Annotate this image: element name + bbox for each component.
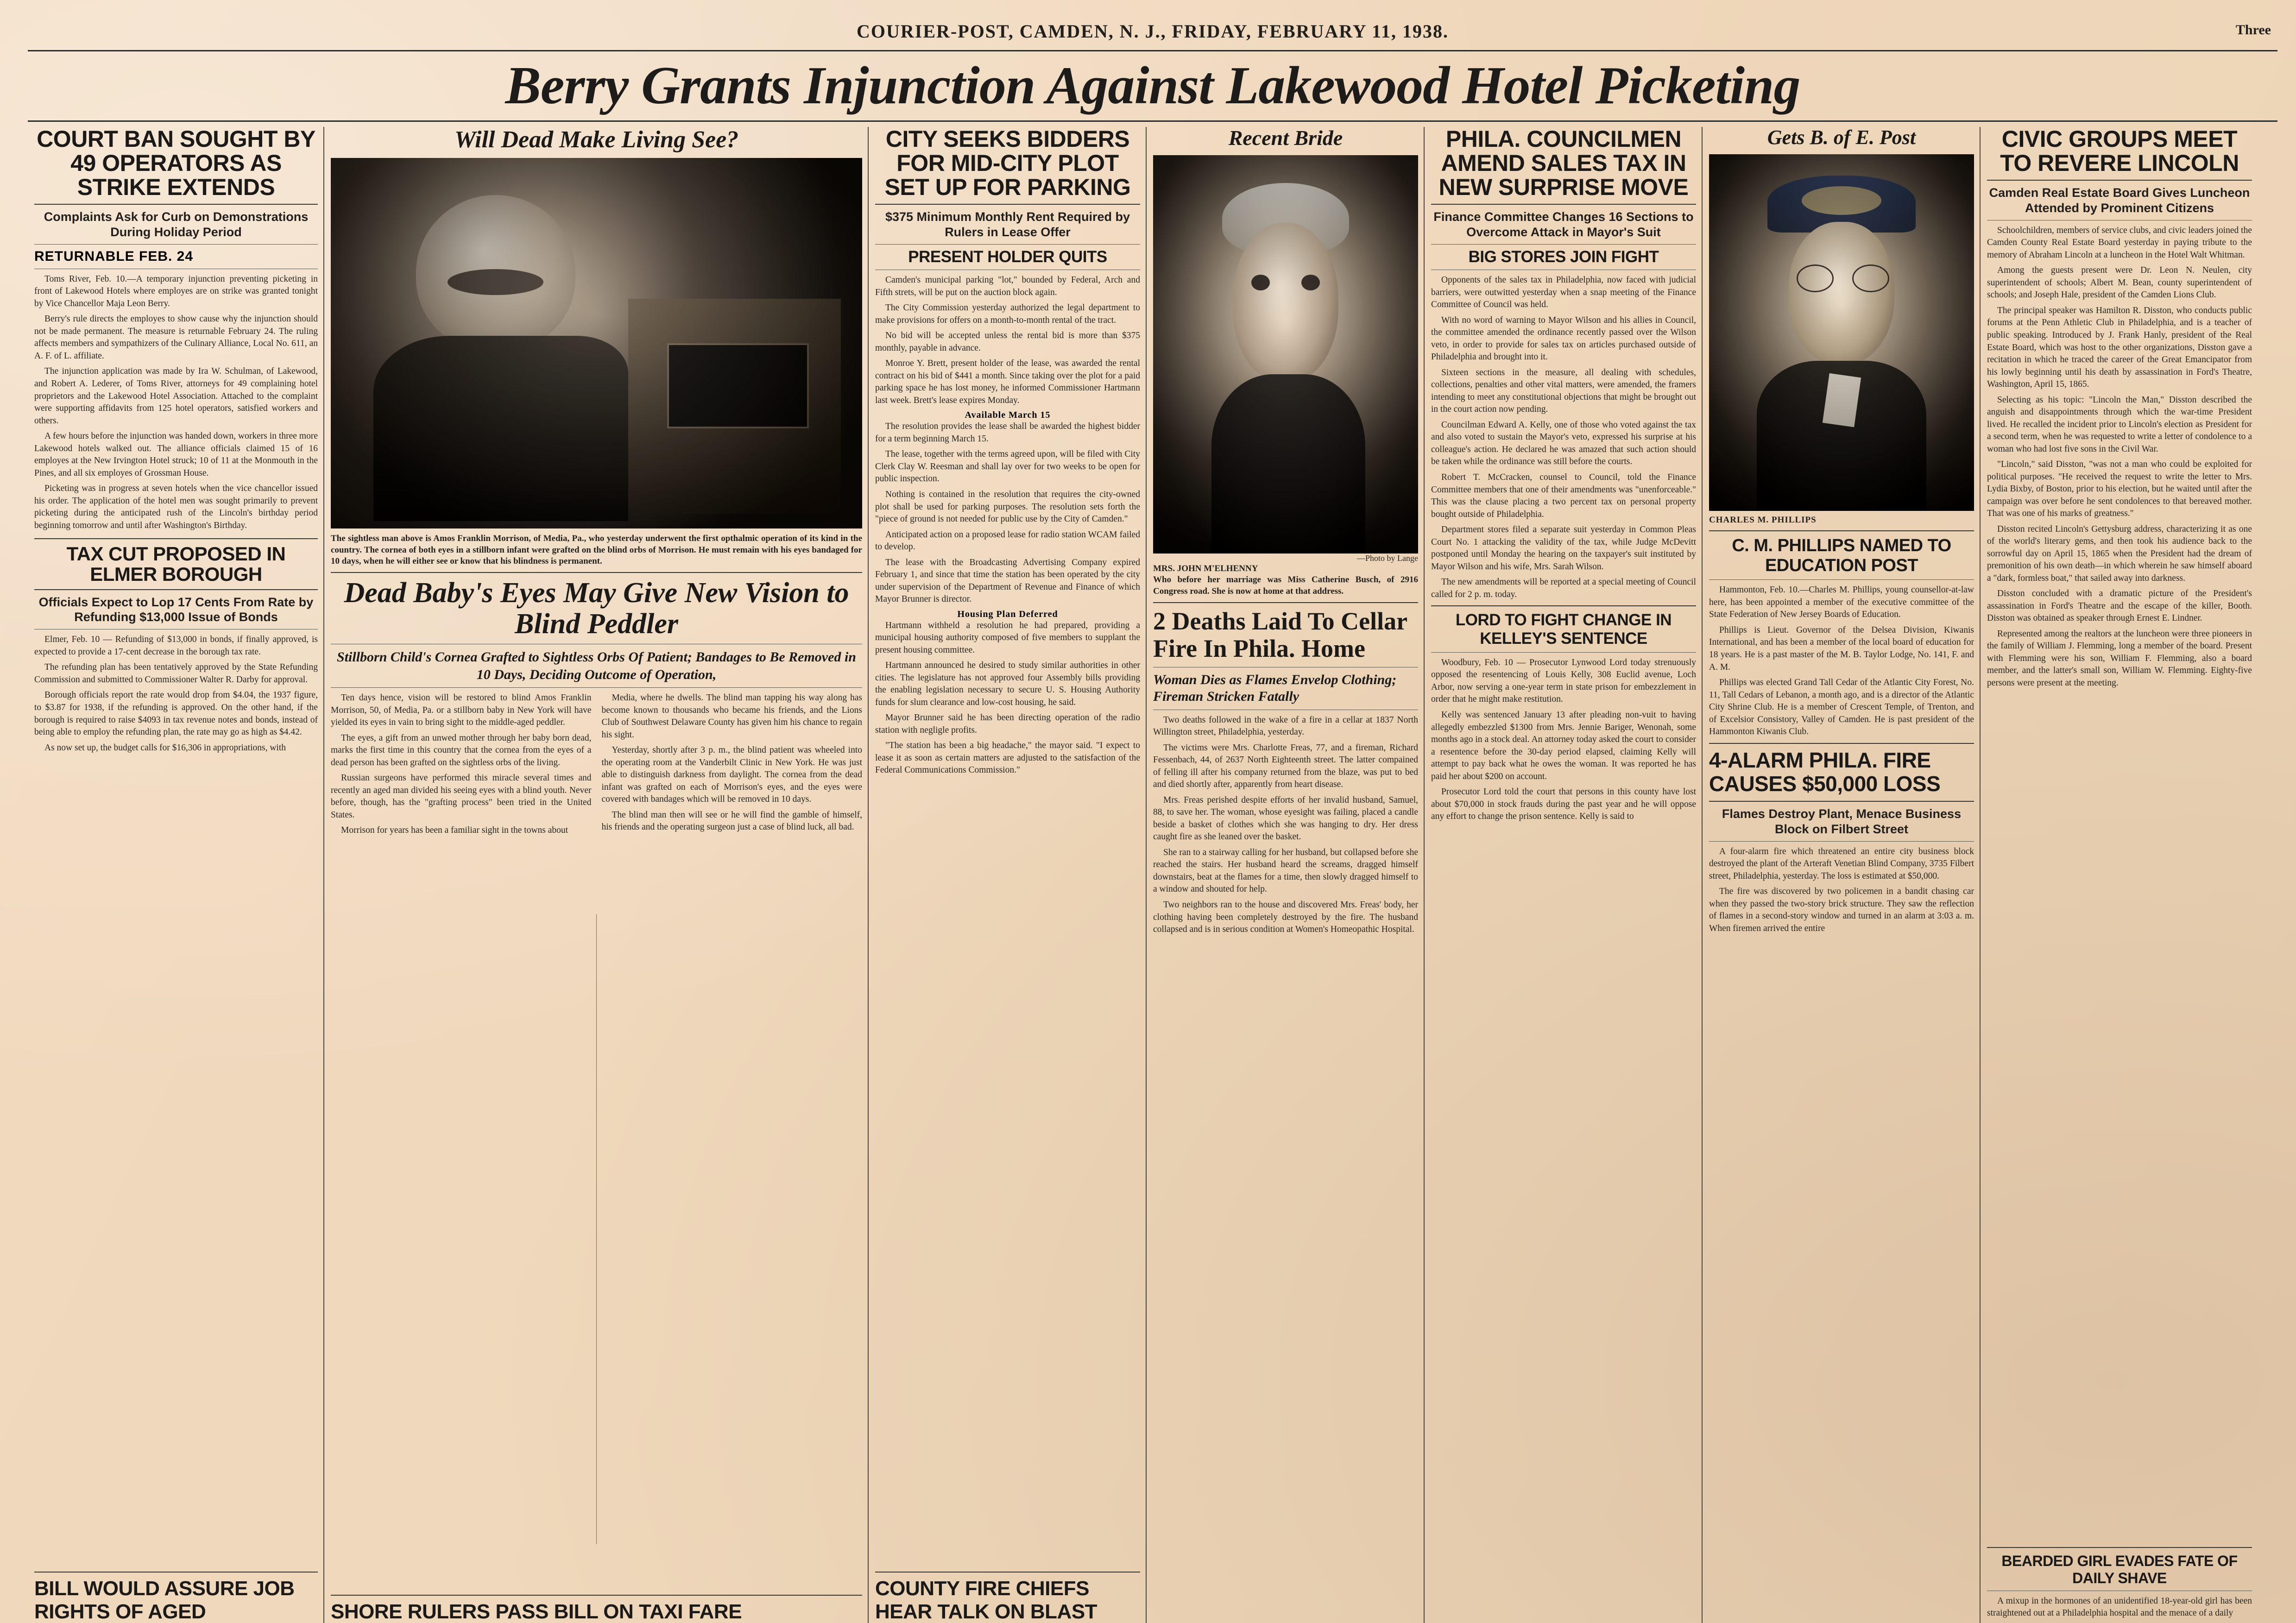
col4-photo-credit: —Photo by Lange — [1357, 553, 1418, 563]
column-6 — [1703, 127, 1981, 1623]
col6-kicker: Gets B. of E. Post — [1767, 126, 1916, 149]
col6-photo-phillips — [1709, 154, 1974, 511]
banner-headline: Berry Grants Injunction Against Lakewood Hotel Picketing — [505, 56, 1800, 115]
col3-headline: CITY SEEKS BIDDERS FOR MID-CITY PLOT SET UP FOR PARKING — [884, 126, 1131, 200]
col4-kicker: Recent Bride — [1228, 126, 1343, 150]
col7-body: Schoolchildren, members of service clubs, and civic leaders joined the Camden County Real Estate Board yesterday in paying tribute to the memory of Abraham Lincoln at a luncheon in the Hotel Walt Whitman. Among the guests present were Dr. Leon N. Neulen, city superintendent of schools; Albert M. Bean, county superintendent of schools; and Joseph Hale, president of the Camden Lions Club. The principal speaker was Hamilton R. Disston, who conducts public forums at the Penn Athletic Club in Philadelphia, and is a teacher of public speaking. Introduced by J. Frank Hanly, president of the Real Estate Board, which was host to the other organizations, Disston gave a recitation in which he traced the career of the Great Emancipator from his lowly beginning until his death by assassination in Ford's Theatre, Washington, April 15, 1865. Selecting as his topic: "Lincoln the Man," Disston described the anguish and disappointments through which the war-time President lived. He recalled the incident prior to Lincoln's election as President for a second term, when he was requested to write a letter of condolence to a woman who had lost five sons in the Civil War. "Lincoln," said Disston, "was not a man who could be exploited for political purposes. "He received the request to write the letter to Mrs. Lydia Bixby, of Boston, prior to his election, but he waited until after the campaign was over before he sent condolences to that bereaved mother. That was one of his marks of greatness." Disston recited Lincoln's Gettysburg address, characterizing it as one of the world's literary gems, and then took his audience back to the sorrowful day on April 15, 1865 when the President had the dream of premonition of his own death—in which wherein he saw himself aboard a "dark, formless boat," that sailed away into darkness. Disston concluded with a dramatic picture of the President's assassination in Ford's Theatre and the escape of the killer, Booth. Disston was obtained as speaker through Ernest E. Lindner. Represented among the realtors at the luncheon were three pioneers in the family of William J. Flemming, long a member of the board. Present with Flemming were his son, William F. Flemming, also a board member, and the latter's small son, William W. Flemming. Eighty-five persons were present at the meeting. — [1987, 225, 2252, 688]
col2-subhead: Stillborn Child's Cornea Grafted to Sightless Orbs Of Patient; Bandages to Be Removed in 10 Days, Deciding Outcome of Operation, — [337, 649, 856, 682]
col3-subhead: $375 Minimum Monthly Rent Required by Rulers in Lease Offer — [885, 210, 1130, 239]
masthead — [28, 20, 2277, 48]
column-grid — [28, 127, 2277, 1623]
col2-headline: Dead Baby's Eyes May Give New Vision to Blind Peddler — [344, 577, 849, 640]
col4-subhead: Woman Dies as Flames Envelop Clothing; Fireman Stricken Fatally — [1153, 672, 1397, 705]
col7-bottom-headline: BEARDED GIRL EVADES FATE OF DAILY SHAVE — [2001, 1553, 2238, 1586]
col3-body-1: The resolution provides the lease shall be awarded the highest bidder for a term beginning March 15. The lease, together with the terms agreed upon, will be filed with City Clerk Clay W. Reesman and shall lay over for two weeks to be open for public inspection. Nothing is contained in the resolution that requires the city-owned plot shall be used for parking purposes. The resolution sets forth the "piece of ground is not needed for public use by the City of Camden." Anticipated action on a proposed lease for radio station WCAM failed to develop. The lease with the Broadcasting Advertising Company expired February 1, and since that time the station has been operated by the city under supervision of the Department of Revenue and Finance of which Mayor Brunner is director. — [875, 421, 1140, 604]
column-2 — [324, 127, 869, 1623]
col2-photo-caption: The sightless man above is Amos Franklin Morrison, of Media, Pa., who yesterday underwent the first opthalmic operation of its kind in the country. The cornea of both eyes in a stillborn infant were grafted on the blind orbs of Morrison. He must remain with his eyes bandaged for 10 days, when he will either see or know that his blindness is permanent. — [331, 534, 862, 566]
col6-headline-2: 4-ALARM PHILA. FIRE CAUSES $50,000 LOSS — [1709, 748, 1941, 796]
col6-body: Hammonton, Feb. 10.—Charles M. Phillips, young counsellor-at-law here, has been appointed a member of the executive committee of the State Federation of New Jersey Boards of Education. Phillips is Lieut. Governor of the Delsea Division, Kiwanis International, and has been a member of the local board of education for 18 years. He is a past master of the M. B. Taylor Lodge, No. 141, F. and A. M. Phillips was elected Grand Tall Cedar of the Atlantic City Forest, No. 11, Tall Cedars of Lebanon, a month ago, and is a director of the Atlantic City Shrine Club. He is a member of Crescent Temple, of Trenton, and of Excelsior Consistory, Valley of Camden. He is past president of the Hammonton Kiwanis Club. — [1709, 585, 1974, 737]
col6-body-2: A four-alarm fire which threatened an entire city business block destroyed the plant of the Arteraft Venetian Blind Company, 3735 Filbert street, Philadelphia, yesterday. The loss is estimated at $50,000. The fire was discovered by two policemen in a bandit chasing car when they passed the two-story brick structure. They saw the reflection of flames in a second-story window and turned in an alarm at 3:03 a. m. When firemen arrived the entire — [1709, 846, 1974, 933]
col5-body: Opponents of the sales tax in Philadelphia, now faced with judicial barriers, were outwitted yesterday when a snap meeting of the Finance Committee of Council was held. With no word of warning to Mayor Wilson and his allies in Council, the committee amended the ordinance recently passed over the Wilson veto, in order to provide for sales tax on articles purchased outside of Philadelphia and brought into it. Sixteen sections in the measure, all dealing with schedules, collections, penalties and other vital matters, were amended, the framers intending to meet any constitutional objections that might be brought out in the court action now pending. Councilman Edward A. Kelly, one of those who voted against the tax and also voted to sustain the Mayor's veto, expressed his surprise at his colleague's action. He declared he was amazed that such action should be taken while the ordinance was still before the courts. Robert T. McCracken, counsel to Council, told the Finance Committee members that one of their amendments was "unenforceable." This was the clause placing a two percent tax on personal property bought outside of Philadelphia. Department stores filed a separate suit yesterday in Common Pleas Court No. 1 attacking the validity of the tax, while Judge McDevitt postponed until Monday the hearing on the taxpayer's suit instituted by Mayor Wilson and his wife, Mrs. Sarah Wilson. The new amendments will be reported at a special meeting of Council called for 2 p. m. today. — [1431, 275, 1696, 599]
col1-headline: COURT BAN SOUGHT BY 49 OPERATORS AS STRIKE EXTENDS — [37, 126, 315, 200]
banner-rule — [28, 120, 2277, 122]
col3-bottom-headline: COUNTY FIRE CHIEFS HEAR TALK ON BLAST — [875, 1577, 1098, 1623]
col2-body-right: Media, where he dwells. The blind man tapping his way along has become known to thousands who became his friends, and the Lions Club of Southwest Delaware County has given him his chance to regain his sight. Yesterday, shortly after 3 p. m., the blind patient was wheeled into the operating room at the Vanderbilt Clinic in New York. He was just able to distinguish darkness from daylight. The cornea from the dead infant was grafted on each of Morrison's eyes, and the eyes were covered with bandages which will be removed in 10 days. The blind man then will see or he will find the gamble of himself, his friends and the operating surgeon just a case of blind luck, all bad. — [601, 693, 862, 832]
column-3 — [869, 127, 1147, 1623]
col4-photo-caption: Who before her marriage was Miss Catherine Busch, of 2916 Congress road. She is now at home at that address. — [1153, 575, 1418, 597]
col5-headline: PHILA. COUNCILMEN AMEND SALES TAX IN NEW SURPRISE MOVE — [1438, 126, 1689, 200]
col1-subhead: Complaints Ask for Curb on Demonstrations During Holiday Period — [44, 210, 309, 239]
masthead-text: COURIER-POST, CAMDEN, N. J., FRIDAY, FEBRUARY 11, 1938. — [857, 21, 1449, 42]
col3-banner-2: PRESENT HOLDER QUITS — [908, 247, 1107, 266]
col1-subhead-2: Officials Expect to Lop 17 Cents From Rate by Refunding $13,000 Issue of Bonds — [38, 595, 314, 624]
col7-bottom-body: A mixup in the hormones of an unidentified 18-year-old girl has been straightened out at a Philadelphia hospital and the menace of a daily — [1987, 1596, 2252, 1618]
col5-subhead: Finance Committee Changes 16 Sections to Overcome Attack in Mayor's Suit — [1433, 210, 1694, 239]
col2-bottom-headline: SHORE RULERS PASS BILL ON TAXI FARE — [331, 1600, 742, 1623]
col4-photo-bride — [1153, 155, 1418, 554]
col7-subhead: Camden Real Estate Board Gives Luncheon Attended by Prominent Citizens — [1989, 186, 2250, 215]
col6-photo-caption-name: CHARLES M. PHILLIPS — [1709, 515, 1817, 525]
col5-banner-2: BIG STORES JOIN FIGHT — [1468, 247, 1659, 266]
col5-headline-2: LORD TO FIGHT CHANGE IN KELLEY'S SENTENCE — [1455, 611, 1672, 648]
col3-body-2: Hartmann withheld a resolution he had prepared, providing a municipal housing authority composed of five members to supplant the present housing committee. Hartmann announced he desired to study similar authorities in other cities. The legislature has not approved four Assembly bills providing the enabling legislation necessary to secure U. S. Housing Authority funds for slum clearance and low-cost housing, he said. Mayor Brunner said he has been directing operation of the radio station with negligle profits. "The station has been a big headache," the mayor said. "I expect to lease it as soon as certain matters are adjusted to the satisfaction of the Federal Communications Commission." — [875, 620, 1140, 775]
col1-body-2: Elmer, Feb. 10 — Refunding of $13,000 in bonds, if finally approved, is expected to provide a 17-cent decrease in the borough tax rate. The refunding plan has been tentatively approved by the State Refunding Commission and submitted to Commissioner Walter R. Darby for approval. Borough officials report the rate would drop from $4.04, the 1937 figure, to $3.87 for 1938, if the refunding is approved. On the other hand, if the borough is required to raise $4093 in tax revenue notes and bonds, instead of being able to employ the refunding plan, the rate may go as high as $4.42. As now set up, the budget calls for $16,306 in appropriations, with — [34, 635, 318, 753]
col7-headline: CIVIC GROUPS MEET TO REVERE LINCOLN — [2000, 126, 2239, 176]
col1-body: Toms River, Feb. 10.—A temporary injunction preventing picketing in front of Lakewood Hotels where employes are on strike was granted tonight by Vice Chancellor Maja Leon Berry. Berry's rule directs the employes to show cause why the injunction should not be made permanent. The measure is returnable February 24. The ruling affects members and sympathizers of the Culinary Alliance, Local No. 611, an A. F. of L. affiliate. The injunction application was made by Ira W. Schulman, of Lakewood, and Robert A. Lederer, of Toms River, attorneys for 49 complaining hotel proprietors and the Lakewood Hotel Association. Attached to the complaint were supporting affidavits from 125 hotel operators, satisfied workers and others. A few hours before the injunction was handed down, workers in three more Lakewood hotels walked out. The alliance officials claimed 15 of 16 employes at the New Irvington Hotel struck; 10 of 11 at the Monmouth in the Pines, and all six employes of Grossman House. Picketing was in progress at seven hotels when the vice chancellor issued his order. The application of the hotel men was sought primarily to prevent picketing during the anticipated rush of the Lincoln's birthday period beginning tomorrow and until after Washington's Birthday. — [34, 274, 318, 530]
column-5 — [1425, 127, 1703, 1623]
col3-sub-1: Available March 15 — [965, 410, 1051, 421]
column-4 — [1147, 127, 1425, 1623]
col2-italic-headline: Will Dead Make Living See? — [454, 126, 739, 153]
col4-headline: 2 Deaths Laid To Cellar Fire In Phila. Home — [1153, 607, 1407, 663]
col6-headline: C. M. PHILLIPS NAMED TO EDUCATION POST — [1732, 536, 1951, 575]
masthead-rule — [28, 50, 2277, 51]
col2-body-left: Ten days hence, vision will be restored to blind Amos Franklin Morrison, 50, of Media, Pa. or a stillborn baby in New York will have yielded its eyes in vain to bring sight to the middle-aged peddler. The eyes, a gift from an unwed mother through her baby born dead, marks the first time in this country that the cornea from the eyes of a dead person has been grafted on the sightless orbs of the living. Russian surgeons have performed this miracle several times and recently an aged man divided his seeing eyes with a blind youth. Never before, though, has the "grafting process" been tried in the United States. Morrison for years has been a familiar sight in the towns about — [331, 693, 592, 836]
col4-body: Two deaths followed in the wake of a fire in a cellar at 1837 North Willington street, Philadelphia, yesterday. The victims were Mrs. Charlotte Freas, 77, and a fireman, Richard Fessenbach, 44, of 2637 North Eighteenth street. The latter compained of felling ill after his company returned from the blaze, was put to bed and died shortly after, apparently from heart disease. Mrs. Freas perished despite efforts of her invalid husband, Samuel, 88, to save her. The woman, whose eyesight was failing, placed a candle beside a basket of clothes which she was hanging to dry. Her dress caught fire as she leaned over the basket. She ran to a stairway calling for her husband, but collapsed before she reached the stairs. Her husband heard the screams, dragged himself downstairs, beat at the flames for a time, then slowly dragged himself to a window and shouted for help. Two neighbors ran to the house and discovered Mrs. Freas' body, her clothing having been completely destroyed by the fire. The husband collapsed and is in serious condition at Women's Homeopathic Hospital. — [1153, 715, 1418, 935]
col1-returnable: RETURNABLE FEB. 24 — [34, 248, 194, 264]
col4-photo-caption-name: MRS. JOHN M'ELHENNY — [1153, 563, 1258, 573]
column-7 — [1981, 127, 2258, 1623]
col3-sub-2: Housing Plan Deferred — [957, 609, 1058, 619]
col1-headline-2: TAX CUT PROPOSED IN ELMER BOROUGH — [66, 543, 286, 585]
col1-bottom-headline: BILL WOULD ASSURE JOB RIGHTS OF AGED — [34, 1577, 295, 1623]
col6-subhead-2: Flames Destroy Plant, Menace Business Block on Filbert Street — [1722, 806, 1962, 836]
col3-body: Camden's municipal parking "lot," bounded by Federal, Arch and Fifth strets, will be put on the auction block again. The City Commission yesterday authorized the legal department to make provisions for offers on a month-to-month rental of the tract. No bid will be accepted unless the rental bid is more than $375 monthly, payable in advance. Monroe Y. Brett, present holder of the lease, was awarded the rental contract on his bid of $441 a month. Since taking over the plot for a paid parking space he has lost money, he informed Commissioner Hartmann last week. Brett's lease expires Monday. — [875, 275, 1140, 405]
page-number: Three — [2235, 22, 2271, 38]
col2-photo-blind-man — [331, 158, 862, 528]
col5-body-2: Woodbury, Feb. 10 — Prosecutor Lynwood Lord today strenuously opposed the resentencing of Louis Kelly, 308 Euclid avenue, Loch Arbor, now serving a one-year term in state prison for embezzlement in order that he might make restitution. Kelly was sentenced January 13 after pleading non-vuit to having allegedly embezzled $1300 from Mrs. Jennie Bariger, Wenonah, some months ago in a stock deal. An attorney today asked the court to consider a resentence before the 30-day period elapsed, claiming Kelly will attempt to pay back what he owes the woman. It was reported he has paid her about $200 on account. Prosecutor Lord told the court that persons in this county have lost about $70,000 in stock frauds during the past year and he will oppose any effort to change the prison sentence. Kelly is said to — [1431, 657, 1696, 822]
column-1 — [28, 127, 324, 1623]
page-sheet — [28, 11, 2277, 1623]
